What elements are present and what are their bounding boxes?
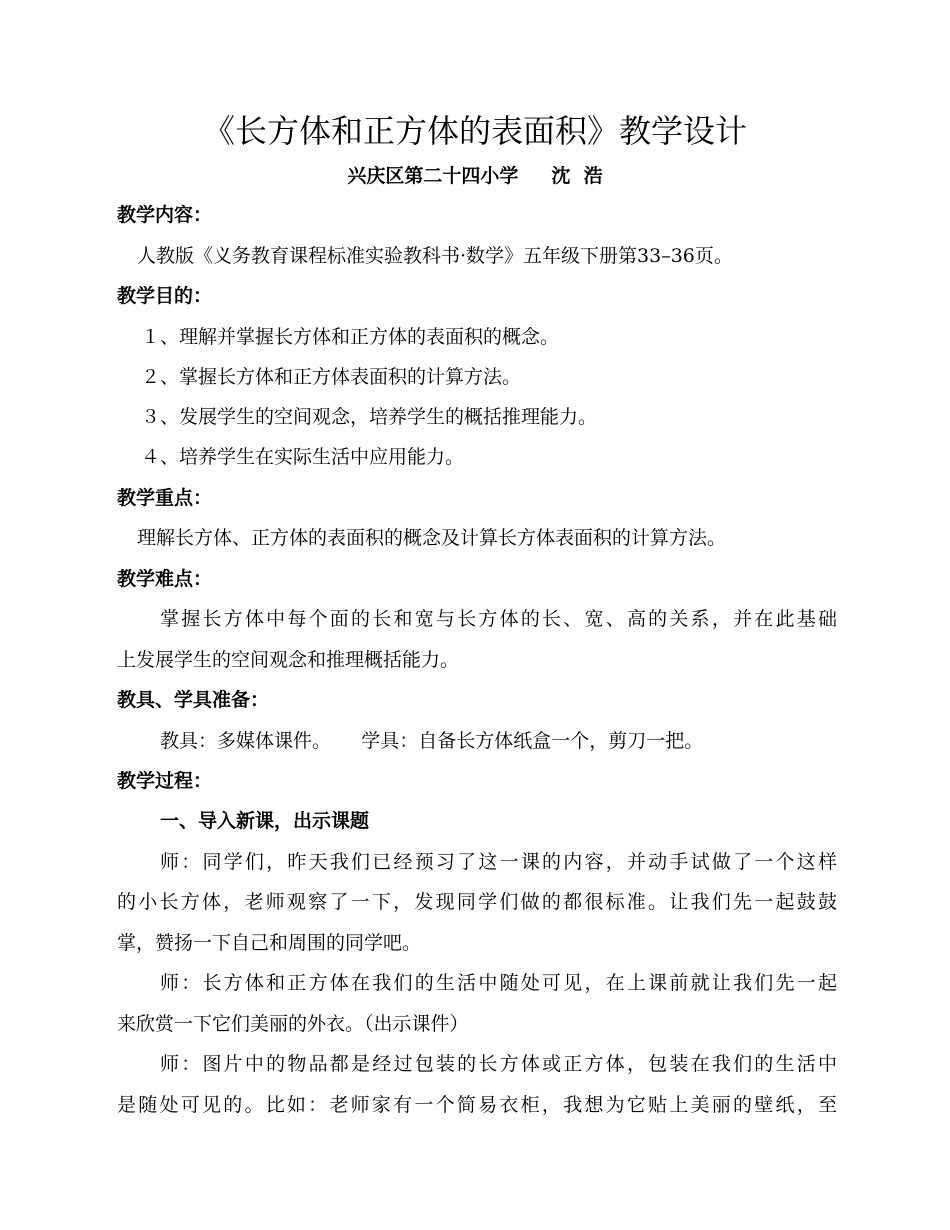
paragraph-line: 的小长方体，老师观察了一下，发现同学们做的都很标准。让我们先一起鼓鼓 bbox=[117, 891, 837, 913]
difficulty-line: 上发展学生的空间观念和推理概括能力。 bbox=[117, 649, 460, 671]
paragraph-line: 师：图片中的物品都是经过包装的长方体或正方体，包装在我们的生活中 bbox=[160, 1053, 837, 1075]
goals-heading: 教学目的： bbox=[117, 285, 213, 307]
content-text: 人教版《义务教育课程标准实验教科书·数学》五年级下册第33–36页。 bbox=[137, 245, 733, 267]
tools-heading: 教具、学具准备： bbox=[117, 689, 270, 711]
difficulty-line: 掌握长方体中每个面的长和宽与长方体的长、宽、高的关系，并在此基础 bbox=[160, 608, 837, 630]
content-heading: 教学内容： bbox=[117, 204, 213, 226]
document-title: 《长方体和正方体的表面积》教学设计 bbox=[202, 112, 747, 150]
goal-item: ３、发展学生的空间观念，培养学生的概括推理能力。 bbox=[141, 406, 598, 428]
paragraph-line: 掌，赞扬一下自己和周围的同学吧。 bbox=[117, 932, 422, 954]
goal-item: １、理解并掌握长方体和正方体的表面积的概念。 bbox=[141, 326, 560, 348]
goal-item: ２、掌握长方体和正方体表面积的计算方法。 bbox=[141, 366, 522, 388]
paragraph-line: 师：长方体和正方体在我们的生活中随处可见，在上课前就让我们先一起 bbox=[160, 972, 837, 994]
difficulty-heading: 教学难点： bbox=[117, 568, 213, 590]
author-line: 兴庆区第二十四小学 沈 浩 bbox=[347, 165, 603, 187]
paragraph-line: 是随处可见的。比如：老师家有一个简易衣柜，我想为它贴上美丽的壁纸，至 bbox=[117, 1094, 837, 1116]
tools-text: 教具：多媒体课件。 学具：自备长方体纸盒一个，剪刀一把。 bbox=[160, 730, 704, 752]
paragraph-line: 师：同学们，昨天我们已经预习了这一课的内容，并动手试做了一个这样 bbox=[160, 851, 837, 873]
section-heading: 一、导入新课，出示课题 bbox=[160, 810, 370, 832]
process-heading: 教学过程： bbox=[117, 770, 213, 792]
goal-item: ４、培养学生在实际生活中应用能力。 bbox=[141, 446, 465, 468]
key-heading: 教学重点： bbox=[117, 487, 213, 509]
paragraph-line: 来欣赏一下它们美丽的外衣。（出示课件） bbox=[117, 1013, 469, 1035]
key-text: 理解长方体、正方体的表面积的概念及计算长方体表面积的计算方法。 bbox=[137, 527, 727, 549]
